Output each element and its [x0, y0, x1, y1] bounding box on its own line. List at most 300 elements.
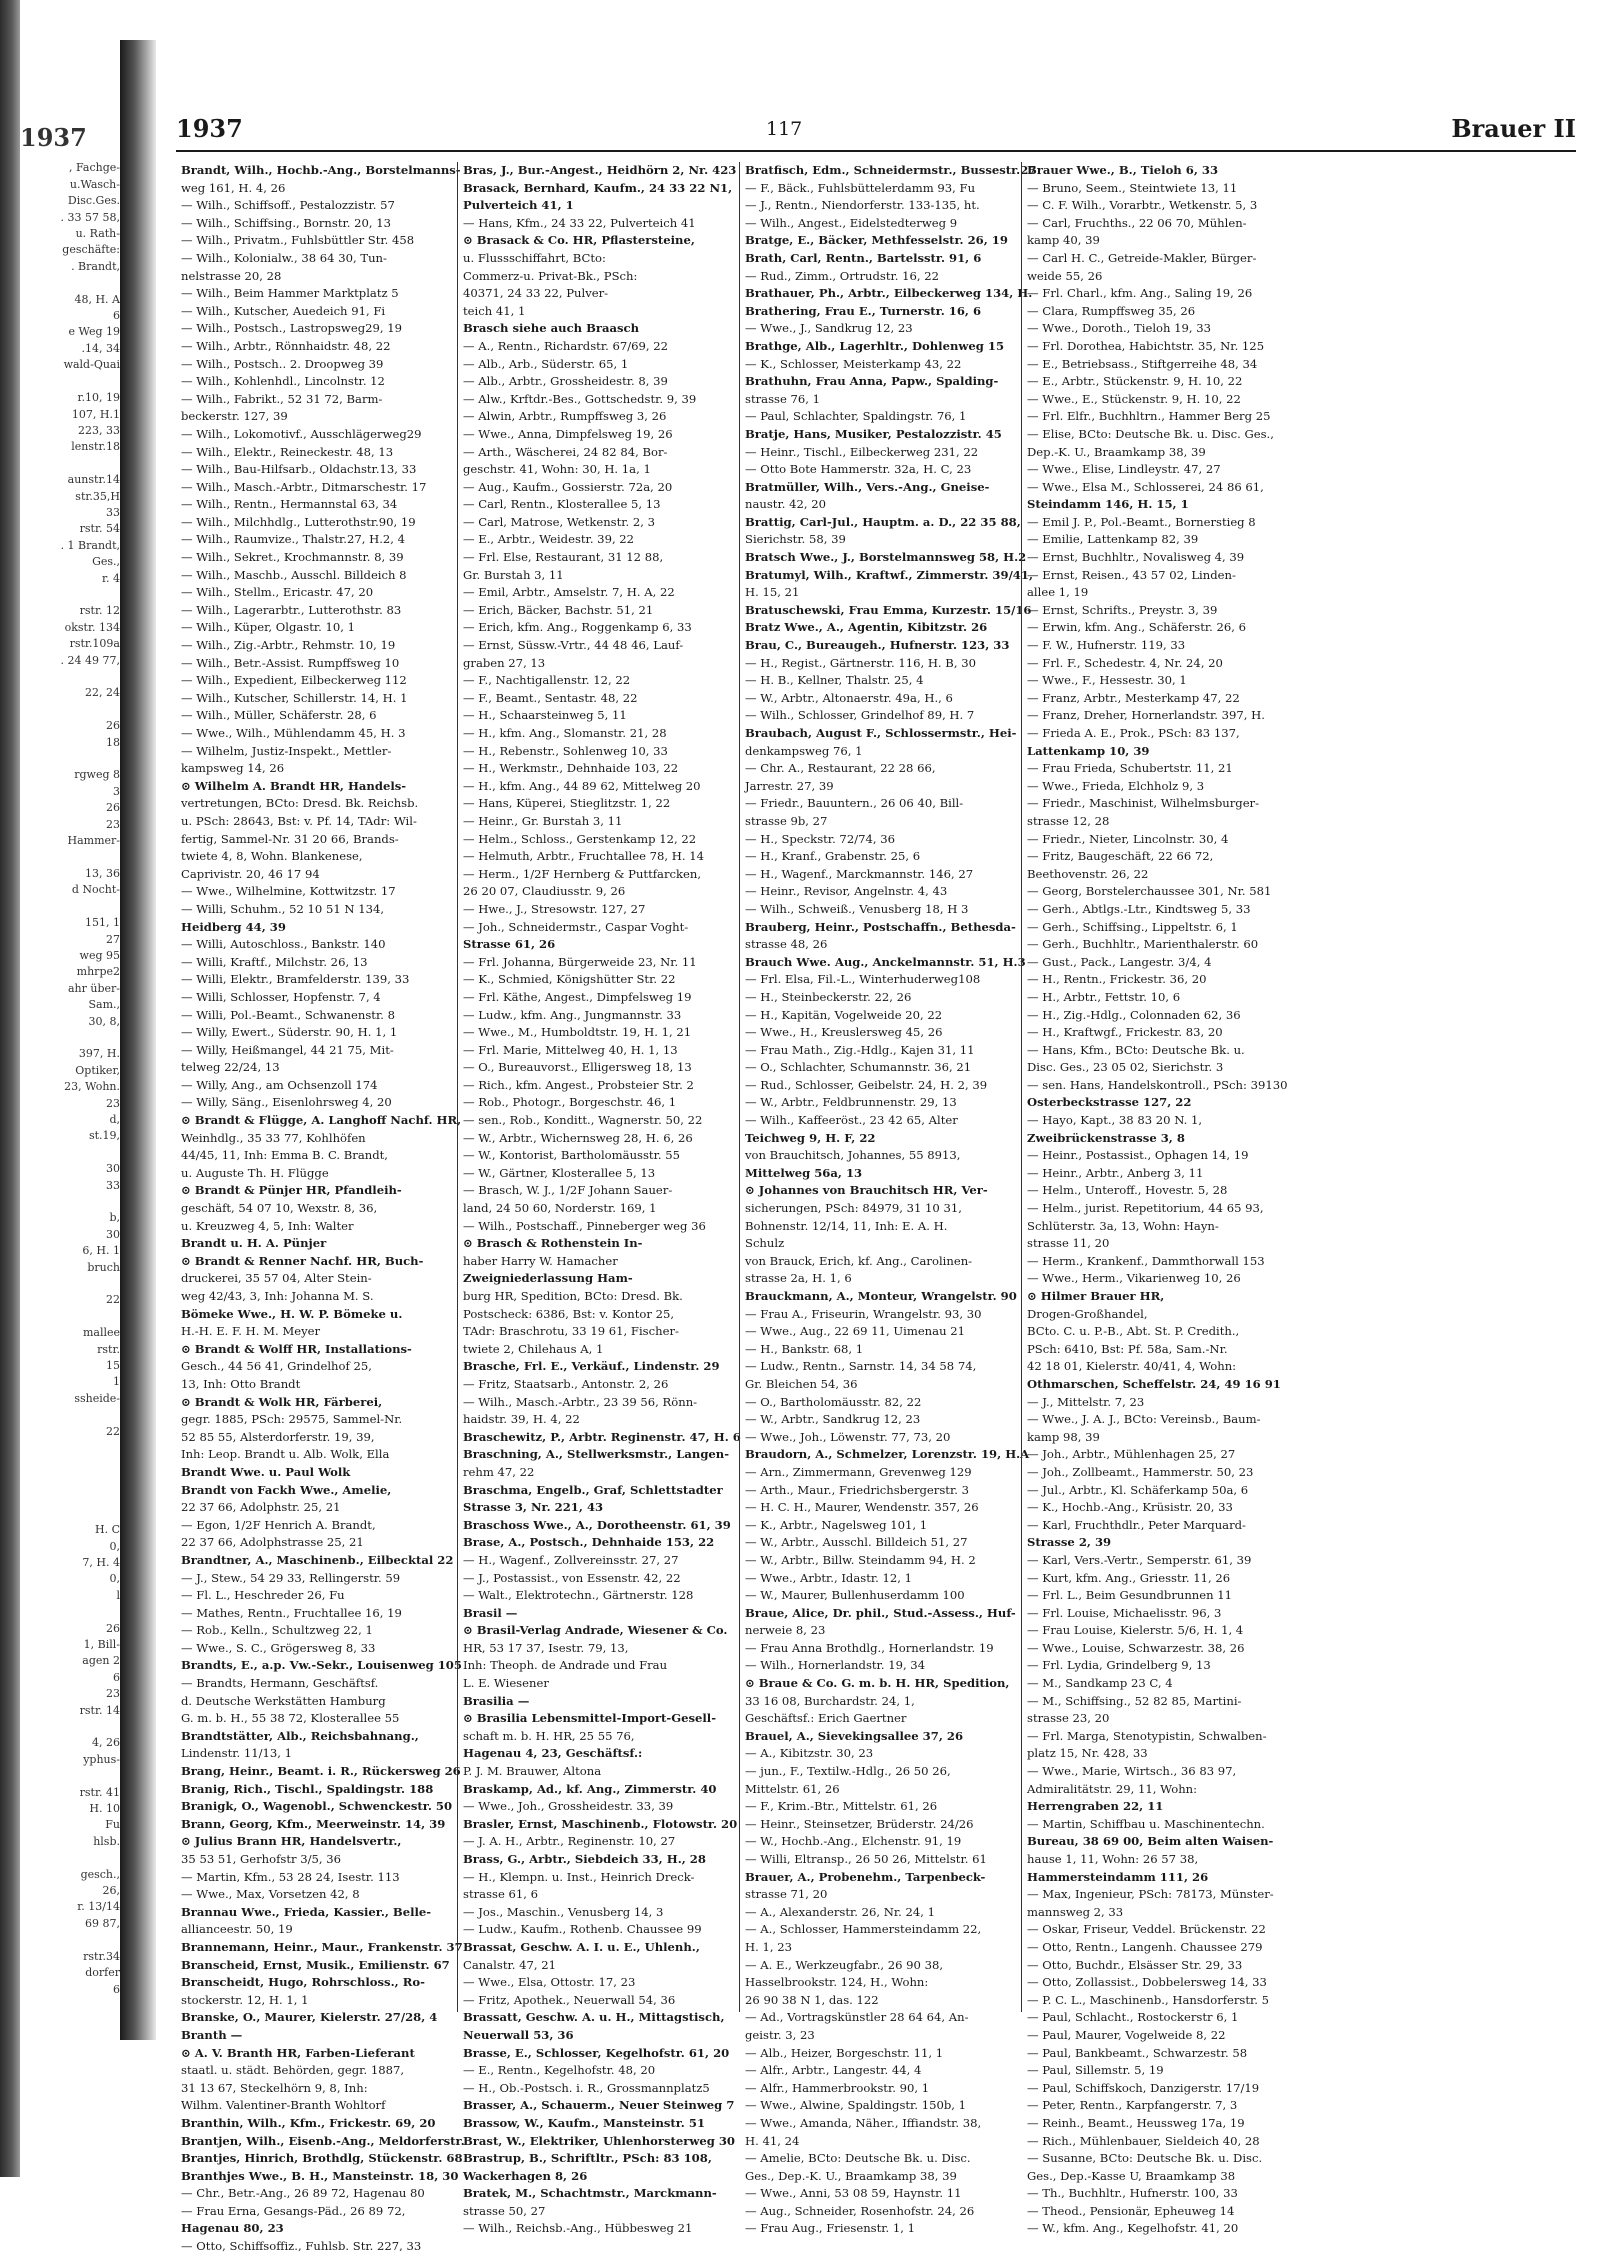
directory-entry-line: — Hans, Kfm., BCto: Deutsche Bk. u.: [1027, 1042, 1245, 1057]
directory-entry-line: u. Kreuzweg 4, 5, Inh: Walter: [181, 1218, 354, 1233]
previous-page-line: 6: [113, 309, 120, 323]
directory-entry-line: — Wilh., Betr.-Assist. Rumpffsweg 10: [181, 655, 400, 670]
directory-entry-line: von Brauchitsch, Johannes, 55 8913,: [745, 1148, 961, 1163]
directory-entry-line: — W., Arbtr., Feldbrunnenstr. 29, 13: [745, 1095, 957, 1110]
previous-page-line: b,: [109, 1211, 120, 1225]
directory-entry-line: — Frau Louise, Kielerstr. 5/6, H. 1, 4: [1027, 1623, 1244, 1638]
directory-entry-line: Osterbeckstrasse 127, 22: [1027, 1095, 1192, 1110]
directory-entry-line: ⊙ Johannes von Brauchitsch HR, Ver-: [745, 1183, 988, 1198]
directory-entry-line: — Wwe., Anna, Dimpfelsweg 19, 26: [463, 426, 673, 441]
directory-entry-line: — Wwe., Wilhelmine, Kottwitzstr. 17: [181, 884, 396, 899]
directory-entry-line: — Wilh., Milchhdlg., Lutterothstr.90, 19: [181, 514, 416, 529]
directory-entry-line: — Frau Erna, Gesangs-Päd., 26 89 72,: [181, 2203, 406, 2218]
directory-entry-line: — Rob., Photogr., Borgeschstr. 46, 1: [463, 1095, 677, 1110]
previous-page-line: . Brandt,: [71, 259, 120, 273]
directory-entry-line: kamp 40, 39: [1027, 233, 1100, 248]
directory-entry-line: Brattig, Carl-Jul., Hauptm. a. D., 22 35 88,: [745, 514, 1021, 529]
directory-entry-line: land, 24 50 60, Norderstr. 169, 1: [463, 1201, 657, 1216]
directory-entry-line: 22 37 66, Adolphstr. 25, 21: [181, 1500, 341, 1515]
directory-entry-line: — Aug., Kaufm., Gossierstr. 72a, 20: [463, 479, 673, 494]
directory-entry-line: strasse 50, 27: [463, 2203, 546, 2218]
directory-entry-line: — Helmuth, Arbtr., Fruchtallee 78, H. 14: [463, 849, 704, 864]
directory-entry-line: — Emil, Arbtr., Amselstr. 7, H. A, 22: [463, 585, 675, 600]
previous-page-line: .14, 34: [81, 341, 120, 355]
previous-page-line: weg 95: [79, 948, 120, 962]
directory-entry-line: Bras, J., Bur.-Angest., Heidhörn 2, Nr. 423: [463, 163, 737, 177]
directory-columns: [176, 162, 1576, 2254]
directory-entry-line: — Arn., Zimmermann, Grevenweg 129: [745, 1464, 972, 1479]
directory-entry-line: — Fritz, Baugeschäft, 22 66 72,: [1027, 849, 1214, 864]
directory-entry-line: — Wilh., Schiffsing., Bornstr. 20, 13: [181, 215, 392, 230]
previous-page-line: 22, 24: [85, 686, 120, 700]
previous-page-line: str.35,H: [75, 489, 120, 503]
directory-entry-line: — Martin, Kfm., 53 28 24, Isestr. 113: [181, 1869, 400, 1884]
directory-entry-line: — Franz, Dreher, Hornerlandstr. 397, H.: [1027, 708, 1265, 723]
directory-entry-line: allee 1, 19: [1027, 585, 1089, 600]
directory-entry-line: — Paul, Schiffskoch, Danzigerstr. 17/19: [1027, 2080, 1260, 2095]
previous-page-line: 0,: [109, 1572, 120, 1586]
directory-entry-line: — Wwe., J. A. J., BCto: Vereinsb., Baum-: [1027, 1412, 1261, 1427]
directory-page: [156, 40, 1600, 2254]
directory-entry-line: H. 41, 24: [745, 2133, 800, 2148]
directory-entry-line: — H., kfm. Ang., Slomanstr. 21, 28: [463, 726, 667, 740]
directory-entry-line: Brasack, Bernhard, Kaufm., 24 33 22 N1,: [463, 180, 733, 195]
previous-page-line: yphus-: [83, 1752, 120, 1766]
directory-entry-line: — Wilh., Kutscher, Schillerstr. 14, H. 1: [181, 690, 408, 705]
directory-entry-line: — H., Zig.-Hdlg., Colonnaden 62, 36: [1027, 1007, 1241, 1022]
directory-entry-line: — Wilh., Schlosser, Grindelhof 89, H. 7: [745, 708, 975, 723]
directory-entry-line: haber Harry W. Hamacher: [463, 1253, 618, 1268]
previous-page-line: 26,: [102, 1884, 120, 1898]
header-page-number: 117: [766, 118, 803, 140]
previous-page-line: 26: [106, 801, 120, 815]
directory-entry-line: — Jos., Maschin., Venusberg 14, 3: [463, 1904, 664, 1919]
directory-entry-line: — sen. Hans, Handelskontroll., PSch: 39130: [1027, 1077, 1288, 1092]
directory-entry-line: Gesch., 44 56 41, Grindelhof 25,: [181, 1359, 372, 1374]
directory-entry-line: — Alfr., Arbtr., Langestr. 44, 4: [745, 2063, 922, 2078]
previous-page-line: r.10, 19: [77, 391, 120, 405]
directory-entry-line: strasse 71, 20: [745, 1887, 828, 1902]
directory-entry-line: Disc. Ges., 23 05 02, Sierichstr. 3: [1027, 1060, 1224, 1075]
directory-entry-line: — H., kfm. Ang., 44 89 62, Mittelweg 20: [463, 778, 701, 793]
directory-entry-line: strasse 61, 6: [463, 1887, 539, 1902]
directory-entry-line: — Frl. Lydia, Grindelberg 9, 13: [1027, 1658, 1211, 1673]
previous-page-line: H. C: [94, 1523, 120, 1537]
directory-entry-line: — Wwe., Louise, Schwarzestr. 38, 26: [1027, 1640, 1245, 1655]
previous-page-line: rstr.109a: [69, 637, 120, 651]
previous-page-line: [20, 374, 120, 390]
directory-entry-line: — Ludw., Kaufm., Rothenb. Chaussee 99: [463, 1922, 702, 1937]
directory-entry-line: — Wilh., Hornerlandstr. 19, 34: [745, 1658, 926, 1673]
directory-entry-line: Brandt Wwe. u. Paul Wolk: [181, 1464, 351, 1479]
book-gutter: [120, 40, 156, 2040]
directory-entry-line: — E., Arbtr., Weidestr. 39, 22: [463, 532, 635, 547]
directory-entry-line: Hasselbrookstr. 124, H., Wohn:: [745, 1975, 929, 1990]
directory-entry-line: TAdr: Braschrotu, 33 19 61, Fischer-: [463, 1324, 679, 1339]
directory-entry-line: Brauckmann, A., Monteur, Wrangelstr. 90: [745, 1289, 1017, 1303]
directory-entry-line: — Frl. Käthe, Angest., Dimpfelsweg 19: [463, 989, 692, 1004]
directory-entry-line: — Kurt, kfm. Ang., Griesstr. 11, 26: [1027, 1570, 1231, 1585]
directory-entry-line: — H. B., Kellner, Thalstr. 25, 4: [745, 673, 924, 688]
previous-page-line: 27: [106, 932, 120, 946]
previous-page-line: [20, 1932, 120, 1948]
directory-entry-line: Commerz-u. Privat-Bk., PSch:: [463, 268, 638, 283]
directory-entry-line: — Brandts, Hermann, Geschäftsf.: [181, 1676, 379, 1691]
directory-entry-line: kampsweg 14, 26: [181, 761, 285, 776]
directory-entry-line: Admiralitätstr. 29, 11, Wohn:: [1027, 1781, 1198, 1796]
directory-entry-line: — Alw., Krftdr.-Bes., Gottschedstr. 9, 39: [463, 391, 697, 406]
directory-entry-line: Brauberg, Heinr., Postschaffn., Bethesda-: [745, 919, 1016, 934]
directory-entry-line: — F. W., Hufnerstr. 119, 33: [1027, 638, 1186, 653]
directory-entry-line: — Wwe., F., Hessestr. 30, 1: [1027, 673, 1187, 688]
directory-entry-line: rehm 47, 22: [463, 1464, 535, 1479]
directory-entry-line: — Frl. Elsa, Fil.-L., Winterhuderweg108: [745, 972, 981, 987]
directory-entry-line: — H., Werkmstr., Dehnhaide 103, 22: [463, 761, 679, 776]
directory-entry-line: Brastrup, B., Schriftltr., PSch: 83 108,: [463, 2151, 712, 2166]
directory-entry-line: twiete 2, Chilehaus A, 1: [463, 1341, 604, 1356]
directory-entry-line: Bohnenstr. 12/14, 11, Inh: E. A. H.: [745, 1218, 948, 1233]
directory-entry-line: ⊙ Brandt & Wolff HR, Installations-: [181, 1341, 412, 1356]
directory-entry-line: — Jul., Arbtr., Kl. Schäferkamp 50a, 6: [1027, 1482, 1249, 1497]
directory-entry-line: u. PSch: 28643, Bst: v. Pf. 14, TAdr: Wil-: [181, 813, 417, 828]
previous-page-line: bruch: [87, 1260, 120, 1274]
directory-entry-line: — Wilh., Kolonialw., 38 64 30, Tun-: [181, 250, 387, 265]
directory-entry-line: strasse 2a, H. 1, 6: [745, 1271, 852, 1286]
directory-entry-line: Zweigniederlassung Ham-: [463, 1271, 633, 1286]
directory-entry-line: — Ernst, Reisen., 43 57 02, Linden-: [1027, 567, 1236, 582]
directory-entry-line: Braschma, Engelb., Graf, Schlettstadter: [463, 1482, 723, 1497]
directory-entry-line: — Susanne, BCto: Deutsche Bk. u. Disc.: [1027, 2151, 1263, 2166]
previous-page-line: 22: [106, 1293, 120, 1307]
previous-page-line: [20, 1506, 120, 1522]
directory-entry-line: Branscheid, Ernst, Musik., Emilienstr. 67: [181, 1957, 450, 1972]
directory-entry-line: — H., Wagenf., Marckmannstr. 146, 27: [745, 866, 974, 881]
directory-entry-line: — Carl, Fruchths., 22 06 70, Mühlen-: [1027, 215, 1247, 230]
previous-page-line: [20, 1850, 120, 1866]
directory-entry-line: strasse 12, 28: [1027, 813, 1110, 828]
previous-page-line: 107, H.1: [71, 407, 120, 421]
directory-entry-line: — H., Klempn. u. Inst., Heinrich Dreck-: [463, 1869, 695, 1884]
directory-entry-line: — Reinh., Beamt., Heussweg 17a, 19: [1027, 2115, 1245, 2130]
directory-entry-line: — H., Steinbeckerstr. 22, 26: [745, 989, 912, 1004]
directory-entry-line: — F., Bäck., Fuhlsbüttelerdamm 93, Fu: [745, 180, 976, 195]
directory-entry-line: Brann, Georg, Kfm., Meerweinstr. 14, 39: [181, 1816, 446, 1831]
directory-entry-line: — Joh., Arbtr., Mühlenhagen 25, 27: [1027, 1447, 1236, 1462]
directory-entry-line: — Frau Math., Zig.-Hdlg., Kajen 31, 11: [745, 1042, 975, 1057]
directory-entry-line: 40371, 24 33 22, Pulver-: [463, 286, 609, 301]
directory-entry-line: — Wilh., Bau-Hilfsarb., Oldachstr.13, 33: [181, 462, 417, 477]
directory-entry-line: Brauel, A., Sievekingsallee 37, 26: [745, 1728, 964, 1743]
previous-page-line: rstr.34: [83, 1949, 120, 1963]
directory-entry-line: Brase, A., Postsch., Dehnhaide 153, 22: [463, 1535, 715, 1550]
directory-entry-line: — Ernst, Süssw.-Vrtr., 44 48 46, Lauf-: [463, 638, 684, 653]
directory-entry-line: — Theod., Pensionär, Epheuweg 14: [1027, 2203, 1235, 2218]
directory-entry-line: Brath, Carl, Rentn., Bartelsstr. 91, 6: [745, 250, 982, 265]
previous-page-line: ssheide-: [74, 1391, 120, 1405]
directory-entry-line: von Brauck, Erich, kf. Ang., Carolinen-: [745, 1253, 973, 1268]
directory-entry-line: — H. C. H., Maurer, Wendenstr. 357, 26: [745, 1500, 979, 1515]
directory-entry-line: — Gerh., Schiffsing., Lippeltstr. 6, 1: [1027, 919, 1238, 934]
directory-entry-line: Brathuhn, Frau Anna, Papw., Spalding-: [745, 374, 999, 389]
directory-entry-line: schaft m. b. H. HR, 25 55 76,: [463, 1728, 635, 1743]
directory-entry-line: 26 90 38 N 1, das. 122: [745, 1992, 879, 2007]
directory-entry-line: Brauer, A., Probenehm., Tarpenbeck-: [745, 1869, 986, 1884]
directory-entry-line: — Frl. F., Schedestr. 4, Nr. 24, 20: [1027, 655, 1223, 670]
directory-entry-line: — Ludw., Rentn., Sarnstr. 14, 34 58 74,: [745, 1359, 977, 1374]
previous-page-line: aunstr.14: [67, 473, 120, 487]
directory-entry-line: — Amelie, BCto: Deutsche Bk. u. Disc.: [745, 2151, 971, 2166]
directory-entry-line: — Wwe., S. C., Grögersweg 8, 33: [181, 1640, 376, 1655]
directory-entry-line: Bratje, Hans, Musiker, Pestalozzistr. 45: [745, 426, 1002, 441]
directory-entry-line: naustr. 42, 20: [745, 497, 826, 512]
previous-page-line: H. 10: [89, 1802, 120, 1816]
directory-entry-line: — H., Schaarsteinweg 5, 11: [463, 708, 627, 723]
directory-entry-line: Schlüterstr. 3a, 13, Wohn: Hayn-: [1027, 1218, 1219, 1233]
directory-entry-line: Bratek, M., Schachtmstr., Marckmann-: [463, 2186, 717, 2201]
directory-entry-line: Brang, Heinr., Beamt. i. R., Rückersweg 26: [181, 1764, 461, 1779]
directory-entry-line: — Alb., Heizer, Borgeschstr. 11, 1: [745, 2045, 944, 2060]
directory-entry-line: — Carl H. C., Getreide-Makler, Bürger-: [1027, 250, 1257, 265]
directory-entry-line: graben 27, 13: [463, 655, 546, 670]
directory-entry-line: Brandt, Wilh., Hochb.-Ang., Borstelmanns-: [181, 163, 461, 177]
directory-entry-line: — K., Arbtr., Nagelsweg 101, 1: [745, 1517, 928, 1532]
directory-entry-line: — Wwe., Elise, Lindleystr. 47, 27: [1027, 462, 1221, 477]
directory-entry-line: — Willy, Ewert., Süderstr. 90, H. 1, 1: [181, 1025, 398, 1040]
directory-entry-line: — Wilhelm, Justiz-Inspekt., Mettler-: [181, 743, 392, 758]
previous-page-line: [20, 1145, 120, 1161]
directory-entry-line: ⊙ Brasilia Lebensmittel-Import-Gesell-: [463, 1711, 717, 1726]
directory-entry-line: — W., Gärtner, Klosterallee 5, 13: [463, 1165, 656, 1180]
directory-column-1: [176, 162, 465, 2254]
directory-entry-line: — M., Schiffsing., 52 82 85, Martini-: [1027, 1693, 1242, 1708]
directory-entry-line: — E., Betriebsass., Stiftgerreihe 48, 34: [1027, 356, 1258, 371]
directory-entry-line: — Wilh., Elektr., Reineckestr. 48, 13: [181, 444, 394, 459]
directory-entry-line: — Heinr., Postassist., Ophagen 14, 19: [1027, 1148, 1249, 1163]
directory-entry-line: 31 13 67, Steckelhörn 9, 8, Inh:: [181, 2080, 368, 2095]
directory-entry-line: — J., Mittelstr. 7, 23: [1027, 1394, 1145, 1409]
directory-entry-line: — Wwe., Alwine, Spaldingstr. 150b, 1: [745, 2098, 966, 2113]
directory-entry-line: — Wilh., Kaffeeröst., 23 42 65, Alter: [745, 1113, 958, 1128]
directory-entry-line: — Friedr., Maschinist, Wilhelmsburger-: [1027, 796, 1260, 811]
directory-entry-line: — H., Rentn., Frickestr. 36, 20: [1027, 972, 1207, 987]
directory-entry-line: — Willy, Säng., Eisenlohrsweg 4, 20: [181, 1095, 392, 1110]
directory-entry-line: — Frau Aug., Friesenstr. 1, 1: [745, 2221, 916, 2236]
directory-entry-line: Brathge, Alb., Lagerhltr., Dohlenweg 15: [745, 338, 1005, 353]
directory-entry-line: — Wwe., Anni, 53 08 59, Haynstr. 11: [745, 2186, 962, 2201]
directory-entry-line: — Otto, Zollassist., Dobbelersweg 14, 33: [1027, 1975, 1267, 1990]
directory-entry-line: — Ludw., kfm. Ang., Jungmannstr. 33: [463, 1007, 682, 1022]
previous-page-line: ahr über-: [67, 981, 120, 995]
previous-page-line: r. 4: [101, 571, 120, 585]
directory-entry-line: nerweie 8, 23: [745, 1623, 826, 1638]
previous-page-line: 30: [106, 1162, 120, 1176]
directory-entry-line: druckerei, 35 57 04, Alter Stein-: [181, 1271, 372, 1286]
directory-entry-line: — Frau Anna Brothdlg., Hornerlandstr. 19: [745, 1640, 994, 1655]
directory-entry-line: — Frl. Charl., kfm. Ang., Saling 19, 26: [1027, 286, 1253, 301]
directory-entry-line: Braue, Alice, Dr. phil., Stud.-Assess., Huf-: [745, 1605, 1016, 1620]
directory-entry-line: — Wilh., Schiffsoff., Pestalozzistr. 57: [181, 198, 395, 213]
directory-entry-line: Bratmüller, Wilh., Vers.-Ang., Gneise-: [745, 479, 990, 494]
directory-entry-line: Canalstr. 47, 21: [463, 1957, 556, 1972]
directory-entry-line: kamp 98, 39: [1027, 1429, 1100, 1444]
directory-entry-line: — Alb., Arb., Süderstr. 65, 1: [463, 356, 629, 371]
directory-entry-line: Bömeke Wwe., H. W. P. Bömeke u.: [181, 1306, 403, 1321]
directory-entry-line: Hagenau 80, 23: [181, 2221, 284, 2236]
directory-entry-line: Strasse 61, 26: [463, 937, 556, 952]
previous-page-lines: [20, 160, 120, 1998]
directory-entry-line: — Ad., Vortragskünstler 28 64 64, An-: [745, 2010, 969, 2025]
directory-entry-line: — Helm., Schloss., Gerstenkamp 12, 22: [463, 831, 697, 846]
directory-entry-line: ⊙ Brandt & Flügge, A. Langhoff Nachf. HR,: [181, 1113, 462, 1128]
directory-entry-line: — Elise, BCto: Deutsche Bk. u. Disc. Ges.,: [1027, 426, 1274, 441]
directory-entry-line: Braudorn, A., Schmelzer, Lorenzstr. 19, H.A: [745, 1447, 1030, 1462]
previous-page-line: 15: [106, 1359, 120, 1373]
directory-entry-line: — Frl. L., Beim Gesundbrunnen 11: [1027, 1588, 1233, 1603]
previous-page-line: 26: [106, 719, 120, 733]
directory-entry-line: ⊙ Brasch & Rothenstein In-: [463, 1236, 643, 1251]
directory-entry-line: ⊙ Brasil-Verlag Andrade, Wiesener & Co.: [463, 1623, 728, 1638]
directory-entry-line: — W., Arbtr., Sandkrug 12, 23: [745, 1412, 921, 1427]
directory-entry-line: — Wilh., Lokomotivf., Ausschlägerweg29: [181, 426, 422, 441]
directory-entry-line: L. E. Wiesener: [463, 1676, 549, 1691]
directory-entry-line: — Otto, Schiffsoffiz., Fuhlsb. Str. 227, 33: [181, 2239, 422, 2254]
directory-entry-line: — Wilh., Rentn., Hermannstal 63, 34: [181, 497, 398, 512]
directory-entry-line: — Wwe., Herm., Vikarienweg 10, 26: [1027, 1271, 1241, 1286]
directory-entry-line: — Wilh., Privatm., Fuhlsbüttler Str. 458: [181, 233, 415, 248]
directory-entry-line: 35 53 51, Gerhofstr 3/5, 36: [181, 1852, 342, 1866]
previous-page-line: hlsb.: [93, 1834, 120, 1848]
directory-entry-line: — Max, Ingenieur, PSch: 78173, Münster-: [1027, 1887, 1274, 1902]
book-spine-shadow: [0, 0, 20, 2177]
directory-entry-line: — E., Rentn., Kegelhofstr. 48, 20: [463, 2063, 656, 2078]
page-header: [176, 110, 1576, 152]
previous-page-line: 23: [106, 1687, 120, 1701]
previous-page-line: [20, 275, 120, 291]
previous-page-line: mallee: [82, 1326, 120, 1340]
directory-entry-line: Branscheidt, Hugo, Rohrschloss., Ro-: [181, 1975, 425, 1990]
directory-entry-line: — H., Arbtr., Fettstr. 10, 6: [1027, 989, 1181, 1004]
directory-entry-line: — Wilh., Angest., Eidelstedterweg 9: [745, 215, 958, 230]
directory-entry-line: — Wwe., Elsa, Ottostr. 17, 23: [463, 1975, 636, 1990]
previous-page-line: geschäfte:: [62, 243, 120, 257]
directory-entry-line: — Frl. Louise, Michaelisstr. 96, 3: [1027, 1605, 1222, 1620]
directory-entry-line: 26 20 07, Claudiusstr. 9, 26: [463, 884, 626, 899]
directory-entry-line: — Friedr., Nieter, Lincolnstr. 30, 4: [1027, 831, 1229, 846]
directory-entry-line: Hagenau 4, 23, Geschäftsf.:: [463, 1746, 643, 1761]
directory-entry-line: beckerstr. 127, 39: [181, 409, 288, 424]
directory-entry-line: — Otto, Buchdr., Elsässer Str. 29, 33: [1027, 1957, 1243, 1972]
directory-entry-line: fertig, Sammel-Nr. 31 20 66, Brands-: [181, 831, 399, 846]
directory-entry-line: Brantjen, Wilh., Eisenb.-Ang., Meldorferstr.: [181, 2133, 465, 2148]
directory-entry-line: — Wwe., Wilh., Mühlendamm 45, H. 3: [181, 726, 406, 740]
directory-entry-line: gegr. 1885, PSch: 29575, Sammel-Nr.: [181, 1412, 403, 1427]
previous-page-line: Fu: [105, 1818, 120, 1832]
previous-page-line: Hammer-: [67, 834, 120, 848]
directory-entry-line: u. Auguste Th. H. Flügge: [181, 1165, 329, 1180]
previous-page-line: rstr.: [97, 1342, 120, 1356]
directory-entry-line: Bratz Wwe., A., Agentin, Kibitzstr. 26: [745, 620, 988, 635]
directory-entry-line: — Ernst, Buchhltr., Novalisweg 4, 39: [1027, 550, 1245, 565]
directory-entry-line: — Wilh., Postsch., Lastropsweg29, 19: [181, 321, 403, 336]
directory-entry-line: — Emilie, Lattenkamp 82, 39: [1027, 532, 1199, 547]
directory-entry-line: — A. E., Werkzeugfabr., 26 90 38,: [745, 1957, 944, 1972]
directory-entry-line: — Carl, Rentn., Klosterallee 5, 13: [463, 497, 661, 512]
directory-entry-line: mannsweg 2, 33: [1027, 1904, 1124, 1919]
directory-entry-line: 42 18 01, Kielerstr. 40/41, 4, Wohn:: [1027, 1359, 1237, 1374]
directory-entry-line: 13, Inh: Otto Brandt: [181, 1376, 301, 1391]
previous-page-line: [20, 1194, 120, 1210]
directory-entry-line: — Otto Bote Hammerstr. 32a, H. C, 23: [745, 462, 972, 477]
directory-entry-line: — Wilh., Postschaff., Pinneberger weg 36: [463, 1218, 706, 1233]
directory-entry-line: Brandt von Fackh Wwe., Amelie,: [181, 1482, 392, 1497]
directory-entry-line: ⊙ Brandt & Renner Nachf. HR, Buch-: [181, 1253, 424, 1268]
directory-entry-line: — Wwe., H., Kreuslersweg 45, 26: [745, 1025, 943, 1040]
directory-entry-line: — H., Wagenf., Zollvereinsstr. 27, 27: [463, 1552, 679, 1567]
directory-entry-line: — Gust., Pack., Langestr. 3/4, 4: [1027, 954, 1212, 969]
previous-page-line: 3: [113, 784, 120, 798]
directory-entry-line: — Wilh., Masch.-Arbtr., 23 39 56, Rönn-: [463, 1394, 698, 1409]
directory-entry-line: geschäft, 54 07 10, Wexstr. 8, 36,: [181, 1201, 378, 1216]
previous-page-line: 30, 8,: [88, 1014, 120, 1028]
directory-entry-line: — Wilh., Sekret., Krochmannstr. 8, 39: [181, 550, 404, 565]
directory-entry-line: — A., Kibitzstr. 30, 23: [745, 1746, 874, 1761]
directory-entry-line: Brauch Wwe. Aug., Anckelmannstr. 51, H.3: [745, 954, 1026, 969]
directory-entry-line: — Wwe., Marie, Wirtsch., 36 83 97,: [1027, 1764, 1237, 1779]
directory-entry-line: — Wilh., Schweiß., Venusberg 18, H 3: [745, 901, 969, 916]
directory-entry-line: staatl. u. städt. Behörden, gegr. 1887,: [181, 2063, 405, 2078]
directory-entry-line: — Wwe., Elsa M., Schlosserei, 24 86 61,: [1027, 479, 1264, 494]
directory-entry-line: — Chr. A., Restaurant, 22 28 66,: [745, 761, 936, 776]
directory-entry-line: — Willi, Kraftf., Milchstr. 26, 13: [181, 954, 368, 969]
previous-page-line: [20, 1768, 120, 1784]
directory-entry-line: — Oskar, Friseur, Veddel. Brückenstr. 22: [1027, 1922, 1266, 1937]
directory-entry-line: — C. F. Wilh., Vorarbtr., Wetkenstr. 5, 3: [1027, 198, 1258, 213]
directory-entry-line: — Willy, Heißmangel, 44 21 75, Mit-: [181, 1042, 394, 1057]
directory-entry-line: Braskamp, Ad., kf. Ang., Zimmerstr. 40: [463, 1781, 717, 1796]
previous-page-line: . 1 Brandt,: [60, 538, 120, 552]
directory-entry-line: Sierichstr. 58, 39: [745, 532, 846, 547]
directory-entry-line: Brasil —: [463, 1605, 518, 1620]
directory-entry-line: strasse 48, 26: [745, 937, 828, 952]
directory-entry-line: — Wilh., Kutscher, Auedeich 91, Fi: [181, 303, 386, 318]
directory-entry-line: — K., Schlosser, Meisterkamp 43, 22: [745, 356, 962, 371]
directory-entry-line: haidstr. 39, H. 4, 22: [463, 1412, 580, 1427]
previous-page-line: [20, 1030, 120, 1046]
directory-entry-line: Brauer Wwe., B., Tieloh 6, 33: [1027, 163, 1219, 177]
directory-entry-line: — Willi, Schlosser, Hopfenstr. 7, 4: [181, 989, 381, 1004]
directory-entry-line: 33 16 08, Burchardstr. 24, 1,: [745, 1693, 915, 1708]
directory-entry-line: geistr. 3, 23: [745, 2027, 815, 2042]
directory-entry-line: — Alb., Arbtr., Grossheidestr. 8, 39: [463, 374, 668, 389]
directory-entry-line: Bratge, E., Bäcker, Methfesselstr. 26, 19: [745, 233, 1008, 248]
directory-entry-line: — Erwin, kfm. Ang., Schäferstr. 26, 6: [1027, 620, 1247, 635]
directory-entry-line: — Rich., Mühlenbauer, Sieldeich 40, 28: [1027, 2133, 1260, 2148]
directory-entry-line: — Heinr., Arbtr., Anberg 3, 11: [1027, 1165, 1204, 1180]
previous-page-line: 7, H. 4: [82, 1555, 120, 1569]
directory-entry-line: Drogen-Großhandel,: [1027, 1306, 1148, 1321]
header-year: 1937: [176, 114, 243, 143]
directory-entry-line: Braschewitz, P., Arbtr. Reginenstr. 47, H. 6: [463, 1429, 741, 1444]
directory-entry-line: — A., Alexanderstr. 26, Nr. 24, 1: [745, 1904, 936, 1919]
directory-entry-line: — Wilh., Expedient, Eilbeckerweg 112: [181, 673, 407, 688]
directory-entry-line: — Frl. Dorothea, Habichtstr. 35, Nr. 125: [1027, 338, 1265, 353]
directory-entry-line: — Emil J. P., Pol.-Beamt., Bornerstieg 8: [1027, 514, 1256, 529]
directory-entry-line: — Herm., 1/2F Hernberg & Puttfarcken,: [463, 866, 702, 881]
previous-page-line: okstr. 134: [64, 620, 120, 634]
directory-entry-line: — Wilh., Maschb., Ausschl. Billdeich 8: [181, 567, 407, 582]
previous-page-line: 1: [113, 1375, 120, 1389]
directory-entry-line: geschstr. 41, Wohn: 30, H. 1a, 1: [463, 462, 651, 477]
